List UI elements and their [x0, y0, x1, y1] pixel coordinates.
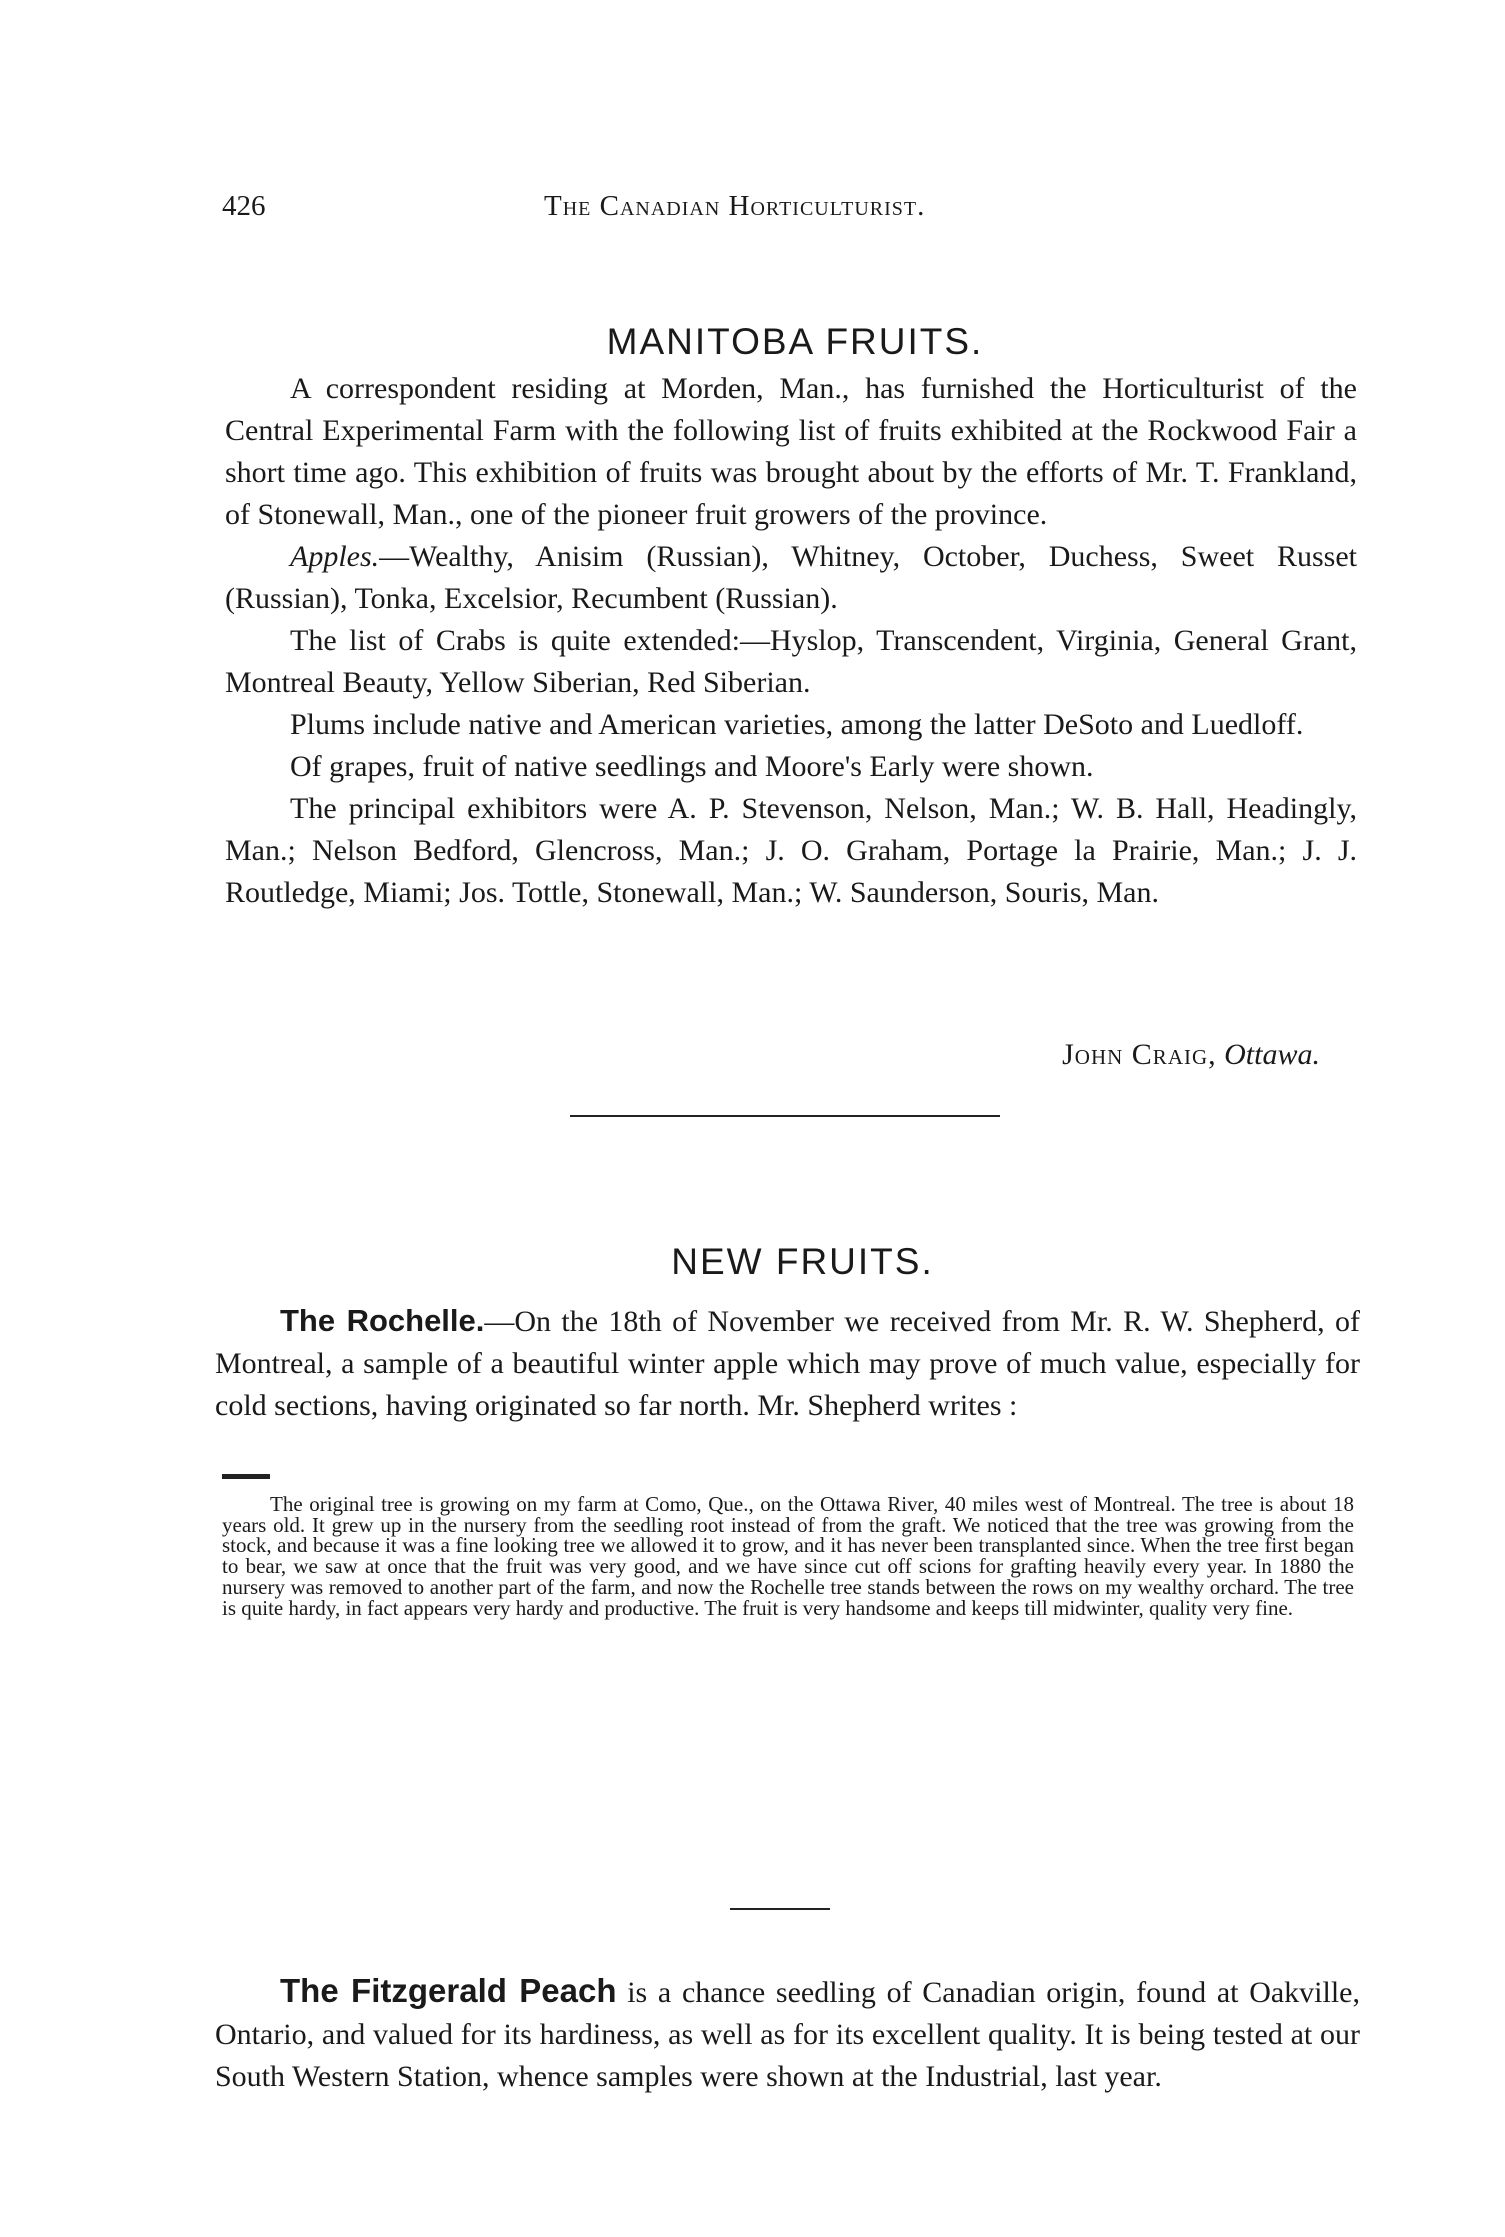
signature-place: Ottawa.	[1224, 1038, 1320, 1071]
apples-label: Apples.	[290, 540, 380, 573]
rochelle-label: The Rochelle.	[280, 1303, 485, 1338]
journal-title: The Canadian Horticulturist.	[544, 190, 926, 222]
fitzgerald-text-line	[215, 1970, 1360, 2098]
apples-text: —Wealthy, Anisim (Russian), Whitney, October, Duchess, Sweet Russet (Russian), Tonka, Excelsior, Recumbent (Russian).	[225, 540, 1357, 615]
crabs-paragraph: The list of Crabs is quite extended:—Hyslop, Transcendent, Virginia, General Grant, Montreal Beauty, Yellow Siberian, Red Siberian.	[225, 624, 1357, 699]
intro-paragraph: A correspondent residing at Morden, Man., has furnished the Horticulturist of the Central Experimental Farm with the following list of fruits exhibited at the Rockwood Fair a short time ago. This exhibition of fruits was brought about by the efforts of Mr. T. Frankland, of Stonewall, Man., one of the pioneer fruit growers of the province.	[225, 372, 1357, 531]
quote-text: The original tree is growing on my farm at Como, Que., on the Ottawa River, 40 miles west of Montreal. The tree is about 18 years old. It grew up in the nursery from the seedling root instead of from the graft. We noticed that the tree was growing from the stock, and because it was a fine looking tree we allowed it to grow, and it has never been transplanted since. When the tree first began to bear, we saw at once that the fruit was very good, and we have since cut off scions for grafting heavily every year. In 1880 the nursery was removed to another part of the farm, and now the Rochelle tree stands between the rows on my wealthy orchard. The tree is quite hardy, in fact appears very hardy and productive. The fruit is very handsome and keeps till midwinter, quality very fine.	[222, 1492, 1354, 1620]
rochelle-text-line	[215, 1300, 1360, 1427]
manitoba-fruits-article	[225, 368, 1357, 914]
fitzgerald-text: is a chance seedling of Canadian origin, found at Oakville, Ontario, and valued for its hardiness, as well as for its excellent quality. It is being tested at our South Western Station, whence samples were shown at the Industrial, last year.	[215, 1976, 1360, 2093]
exhibitors-paragraph: The principal exhibitors were A. P. Stevenson, Nelson, Man.; W. B. Hall, Headingly, Man.; Nelson Bedford, Glencross, Man.; J. O. Graham, Portage la Prairie, Man.; J. J. Routledge, Miami; Jos. Tottle, Stonewall, Man.; W. Saunderson, Souris, Man.	[225, 792, 1357, 909]
section-divider	[570, 1115, 1000, 1117]
plums-paragraph: Plums include native and American varieties, among the latter DeSoto and Luedloff.	[290, 708, 1304, 741]
rochelle-paragraph	[215, 1300, 1360, 1427]
shepherd-quote	[222, 1494, 1354, 1618]
rochelle-text: —On the 18th of November we received from Mr. R. W. Shepherd, of Montreal, a sample of a beautiful winter apple which may prove of much value, especially for cold sections, having originated so far north. Mr. Shepherd writes :	[215, 1305, 1360, 1422]
short-divider	[730, 1908, 830, 1910]
quote-marker	[222, 1474, 270, 1479]
fitzgerald-label: The Fitzgerald Peach	[280, 1972, 617, 2009]
signature-name: John Craig,	[1062, 1038, 1217, 1071]
author-signature	[1062, 1038, 1320, 1072]
section-title-manitoba-fruits: MANITOBA FRUITS.	[606, 320, 984, 362]
fitzgerald-paragraph	[215, 1970, 1360, 2098]
grapes-paragraph: Of grapes, fruit of native seedlings and Moore's Early were shown.	[290, 750, 1094, 783]
page-number: 426	[222, 190, 266, 222]
apples-paragraph	[225, 536, 1357, 620]
running-head	[222, 190, 1347, 230]
section-title-new-fruits: NEW FRUITS.	[671, 1240, 934, 1282]
